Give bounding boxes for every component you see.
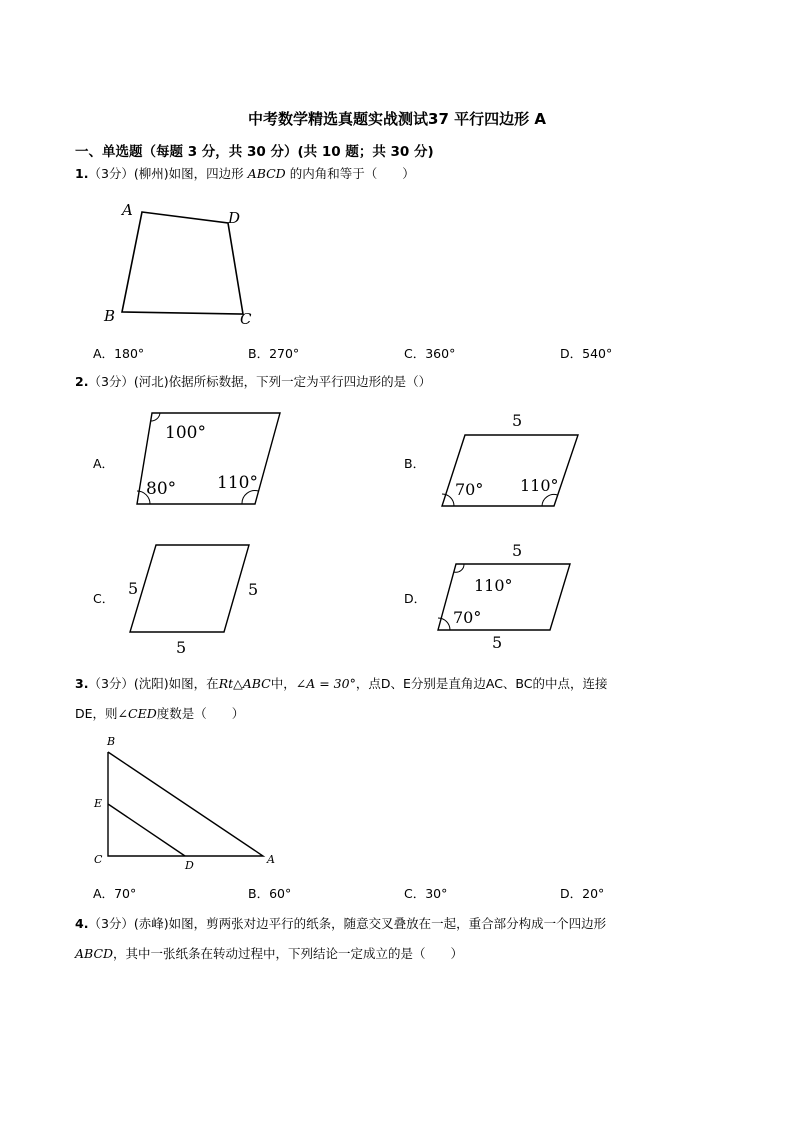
- triangle-abc: [108, 752, 263, 856]
- question-1-figure: [95, 195, 270, 335]
- math-rt-triangle: Rt△ABC: [218, 676, 271, 691]
- quadrilateral-abcd: [122, 212, 243, 314]
- question-3-figure: [85, 730, 285, 875]
- math-angle-a: ∠A = 30°: [295, 676, 356, 691]
- question-score: （3分）: [88, 166, 134, 181]
- vertex-label-d: D: [185, 859, 194, 872]
- q2-option-d-letter[interactable]: D．: [404, 591, 427, 606]
- q3-option-d[interactable]: D．20°: [560, 886, 605, 901]
- vertex-label-c: C: [94, 853, 103, 866]
- angle-label-70: 70°: [455, 480, 484, 499]
- question-number: 1.: [75, 166, 89, 181]
- q2-option-d-figure[interactable]: [430, 538, 580, 656]
- segment-de: [108, 804, 185, 856]
- side-label-bottom-5: 5: [492, 633, 503, 652]
- question-score: （3分）: [88, 374, 134, 389]
- question-source: (柳州): [133, 166, 169, 181]
- q1-option-b[interactable]: B．270°: [248, 346, 300, 361]
- vertex-label-e: E: [94, 797, 103, 810]
- angle-label-70: 70°: [453, 608, 482, 627]
- q2-option-a-letter[interactable]: A．: [93, 456, 115, 471]
- question-1-stem: 1.（3分）(柳州)如图，四边形 ABCD 的内角和等于（ ）: [75, 166, 415, 181]
- page-title: 中考数学精选真题实战测试37 平行四边形 A: [248, 110, 546, 128]
- q2-option-c-letter[interactable]: C．: [93, 591, 115, 606]
- math-abcd: ABCD: [247, 166, 286, 181]
- angle-label-80: 80°: [146, 479, 177, 499]
- vertex-label-a: A: [267, 853, 275, 866]
- vertex-label-c: C: [240, 310, 252, 328]
- vertex-label-d: D: [228, 209, 241, 227]
- question-score: （3分）: [88, 676, 134, 691]
- question-2-stem: 2.（3分）(河北)依据所标数据，下列一定为平行四边形的是（）: [75, 374, 432, 389]
- q1-option-c[interactable]: C．360°: [404, 346, 456, 361]
- side-label-right-5: 5: [248, 580, 259, 599]
- q1-option-d[interactable]: D．540°: [560, 346, 613, 361]
- q3-option-a[interactable]: A．70°: [93, 886, 137, 901]
- question-number: 2.: [75, 374, 89, 389]
- question-source: (赤峰): [133, 916, 169, 931]
- q1-option-a[interactable]: A．180°: [93, 346, 145, 361]
- math-abcd: ABCD: [75, 946, 114, 961]
- q2-option-b-figure[interactable]: [435, 405, 585, 515]
- side-label-bottom-5: 5: [176, 638, 187, 657]
- angle-label-110: 110°: [520, 476, 559, 495]
- q2-option-c-figure[interactable]: [120, 538, 270, 663]
- section-heading: 一、单选题（每题 3 分，共 30 分）(共 10 题；共 30 分): [75, 144, 434, 160]
- angle-label-100: 100°: [165, 423, 206, 443]
- q3-option-c[interactable]: C．30°: [404, 886, 448, 901]
- math-angle-ced: ∠CED: [117, 706, 157, 721]
- vertex-label-b: B: [104, 307, 116, 325]
- angle-label-110: 110°: [217, 473, 258, 493]
- question-3-stem: 3.（3分）(沈阳)如图，在Rt△ABC中，∠A = 30°，点D、E分别是直角边AC、BC的中点，连接 DE，则∠CED度数是（ ）: [75, 676, 608, 721]
- question-4-stem: 4.（3分）(赤峰)如图，剪两张对边平行的纸条，随意交叉叠放在一起，重合部分构成一个四边形 ABCD，其中一张纸条在转动过程中，下列结论一定成立的是（ ）: [75, 916, 607, 961]
- vertex-label-a: A: [122, 201, 133, 219]
- question-source: (河北): [133, 374, 169, 389]
- side-label-top-5: 5: [512, 541, 523, 560]
- q3-option-b[interactable]: B．60°: [248, 886, 292, 901]
- question-number: 4.: [75, 916, 89, 931]
- q2-option-b-letter[interactable]: B．: [404, 456, 426, 471]
- vertex-label-b: B: [107, 735, 116, 748]
- question-score: （3分）: [88, 916, 134, 931]
- angle-label-110: 110°: [474, 576, 513, 595]
- question-number: 3.: [75, 676, 89, 691]
- q2-option-a-figure[interactable]: [130, 405, 290, 515]
- question-source: (沈阳): [133, 676, 169, 691]
- side-label-5: 5: [512, 411, 523, 430]
- side-label-left-5: 5: [128, 579, 139, 598]
